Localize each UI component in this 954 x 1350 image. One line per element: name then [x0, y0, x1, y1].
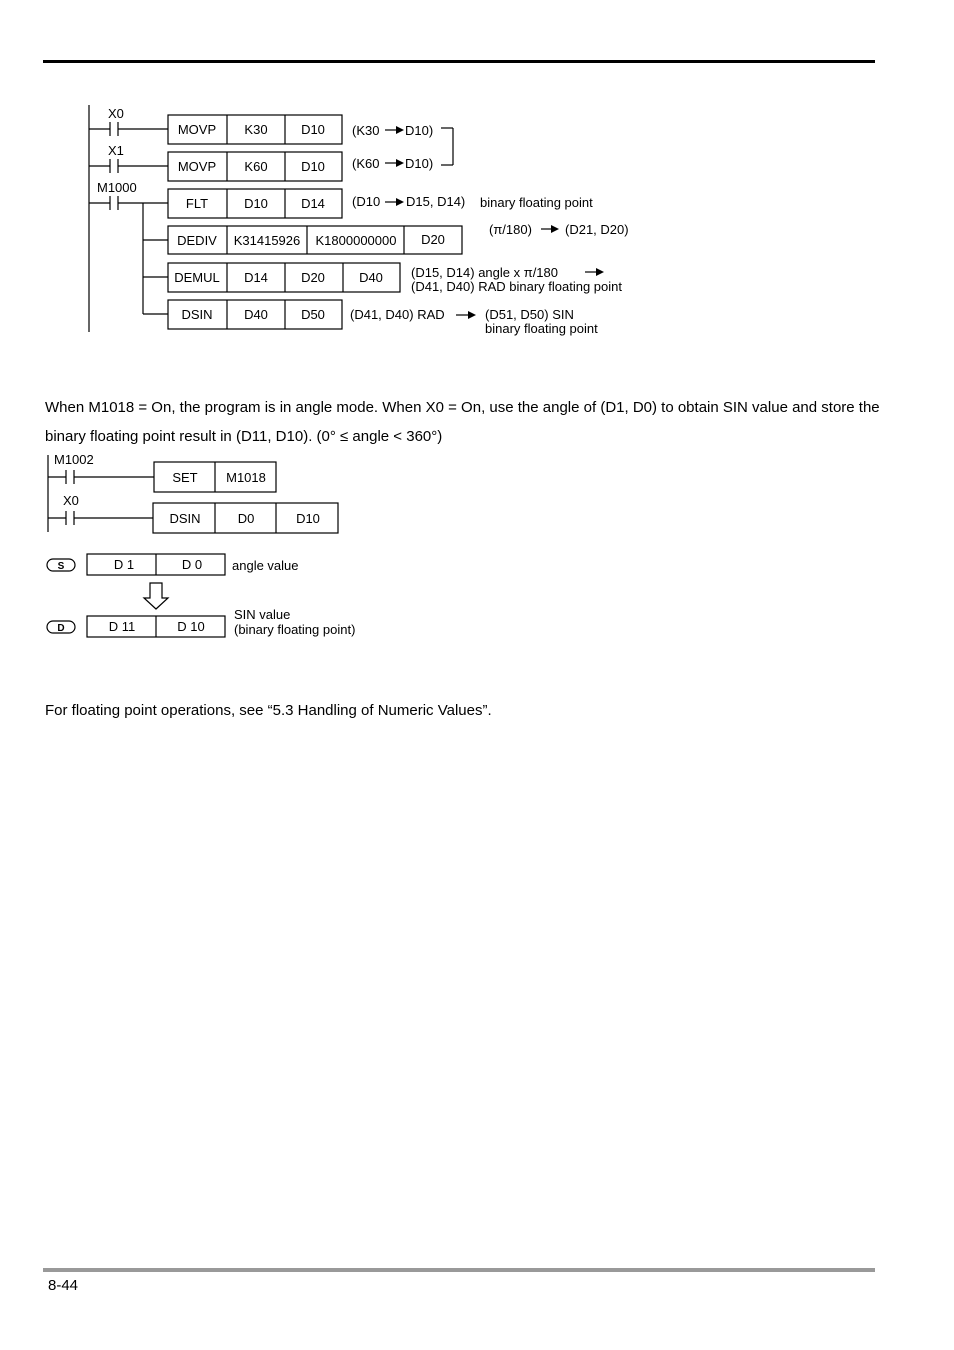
annotation: (π/180)	[489, 222, 532, 237]
annotation: binary floating point	[485, 321, 598, 336]
dest-label: D	[57, 623, 65, 634]
instr-cell: DSIN	[181, 307, 213, 322]
contact-x0-label: X0	[63, 493, 79, 508]
contact-x0-label: X0	[108, 106, 124, 121]
instr-cell: MOVP	[177, 122, 217, 137]
operand-cell: D14	[244, 270, 268, 285]
annotation: D10)	[405, 123, 434, 138]
source-cell: D 1	[113, 557, 135, 572]
annotation: (D51, D50) SIN	[485, 307, 574, 322]
instr-cell: FLT	[185, 196, 209, 211]
dest-note: SIN value	[234, 607, 291, 622]
operand-cell: D10	[244, 196, 268, 211]
instr-cell: MOVP	[177, 159, 217, 174]
dest-cell: D 11	[108, 619, 136, 634]
operand-cell: M1018	[226, 470, 266, 485]
operand-cell: D10	[301, 159, 325, 174]
annotation: (D21, D20)	[565, 222, 629, 237]
contact-m1000-label: M1000	[97, 180, 137, 195]
operand-cell: D0	[237, 511, 255, 526]
instr-cell: DEDIV	[177, 233, 217, 248]
instr-cell: DEMUL	[174, 270, 220, 285]
operand-cell: K1800000000	[315, 233, 397, 248]
source-label: S	[57, 561, 65, 572]
operand-cell: D40	[359, 270, 383, 285]
operand-cell: D10	[301, 122, 325, 137]
operand-cell: D40	[244, 307, 268, 322]
reference-paragraph: For floating point operations, see “5.3 Handling of Numeric Values”.	[45, 702, 492, 719]
operand-cell: K31415926	[233, 233, 301, 248]
source-note: angle value	[232, 558, 299, 573]
annotation: (D10	[352, 194, 381, 209]
dest-cell: D 10	[177, 619, 205, 634]
page-number: 8-44	[48, 1277, 79, 1294]
operand-cell: D20	[301, 270, 325, 285]
operand-cell: D50	[301, 307, 325, 322]
source-cell: D 0	[181, 557, 203, 572]
contact-m1002-label: M1002	[54, 452, 94, 467]
operand-cell: D20	[421, 232, 445, 247]
annotation: (D15, D14) angle x π/180	[411, 265, 558, 280]
operand-cell: K60	[244, 159, 268, 174]
footer-rule	[43, 1268, 875, 1272]
operand-cell: K30	[244, 122, 268, 137]
annotation: (K30	[352, 123, 380, 138]
dest-note: (binary floating point)	[234, 622, 356, 637]
description-paragraph: When M1018 = On, the program is in angle mode. When X0 = On, use the angle of (D1, D0) to obtain SIN value and store the binary floating point result in (D11, D10). (0° ≤ angle < 360°)	[45, 399, 880, 445]
operand-cell: D14	[301, 196, 325, 211]
annotation: (K60	[352, 156, 380, 171]
annotation: (D41, D40) RAD binary floating point	[411, 279, 622, 294]
annotation: (D41, D40) RAD	[350, 307, 445, 322]
instr-cell: DSIN	[169, 511, 201, 526]
contact-x1-label: X1	[108, 143, 124, 158]
operand-cell: D10	[296, 511, 320, 526]
annotation: D10)	[405, 156, 434, 171]
annotation: D15, D14)	[406, 194, 466, 209]
instr-cell: SET	[172, 470, 198, 485]
annotation: binary floating point	[480, 195, 593, 210]
